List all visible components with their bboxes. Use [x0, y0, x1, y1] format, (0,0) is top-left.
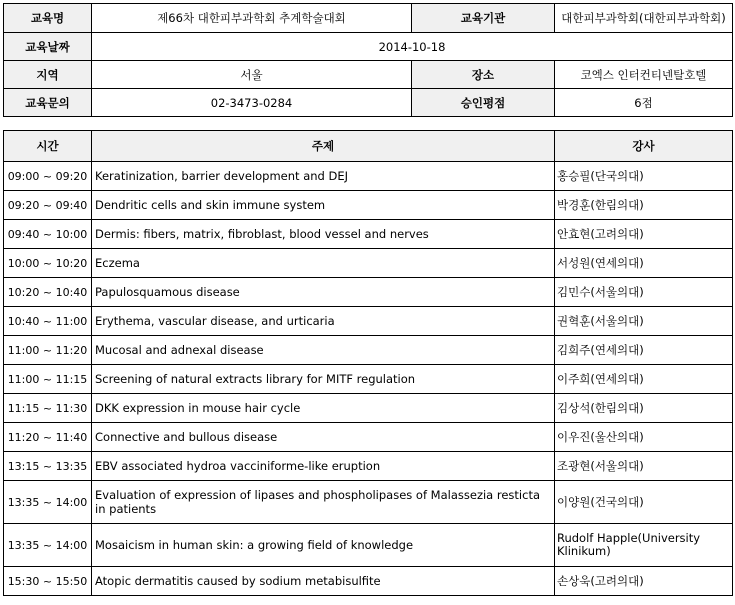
schedule-table — [3, 130, 733, 596]
course-name-label: 교육명 — [4, 4, 92, 33]
session-topic: Screening of natural extracts library for MITF regulation — [92, 365, 555, 394]
course-date-value: 2014-10-18 — [92, 33, 733, 61]
session-lecturer: 서성원(연세의대) — [555, 249, 733, 278]
session-topic: Keratinization, barrier development and DEJ — [92, 162, 555, 191]
info-row-date — [4, 33, 733, 61]
session-lecturer: 조광현(서울의대) — [555, 452, 733, 481]
contact-label: 교육문의 — [4, 89, 92, 117]
schedule-row — [4, 524, 733, 567]
session-lecturer: 이주희(연세의대) — [555, 365, 733, 394]
schedule-row — [4, 452, 733, 481]
contact-value: 02-3473-0284 — [92, 89, 412, 117]
info-row-name — [4, 4, 733, 33]
header-lecturer: 강사 — [555, 131, 733, 162]
schedule-row — [4, 365, 733, 394]
session-topic: Eczema — [92, 249, 555, 278]
schedule-row — [4, 336, 733, 365]
header-topic: 주제 — [92, 131, 555, 162]
session-time: 10:40 ~ 11:00 — [4, 307, 92, 336]
session-lecturer: 권혁훈(서울의대) — [555, 307, 733, 336]
session-time: 13:15 ~ 13:35 — [4, 452, 92, 481]
session-topic: Papulosquamous disease — [92, 278, 555, 307]
session-time: 15:30 ~ 15:50 — [4, 567, 92, 596]
info-row-contact — [4, 89, 733, 117]
session-lecturer: 손상욱(고려의대) — [555, 567, 733, 596]
session-time: 09:40 ~ 10:00 — [4, 220, 92, 249]
schedule-row — [4, 191, 733, 220]
place-label: 장소 — [412, 61, 555, 89]
schedule-row — [4, 220, 733, 249]
course-date-label: 교육날짜 — [4, 33, 92, 61]
session-topic: EBV associated hydroa vacciniforme-like eruption — [92, 452, 555, 481]
session-lecturer: 홍승필(단국의대) — [555, 162, 733, 191]
schedule-body — [4, 162, 733, 596]
course-org-value: 대한피부과학회(대한피부과학회) — [555, 4, 733, 33]
points-value: 6점 — [555, 89, 733, 117]
session-time: 11:00 ~ 11:20 — [4, 336, 92, 365]
session-time: 13:35 ~ 14:00 — [4, 524, 92, 567]
points-label: 승인평점 — [412, 89, 555, 117]
session-lecturer: 박경훈(한림의대) — [555, 191, 733, 220]
session-topic: Mucosal and adnexal disease — [92, 336, 555, 365]
session-time: 10:00 ~ 10:20 — [4, 249, 92, 278]
session-topic: Mosaicism in human skin: a growing field of knowledge — [92, 524, 555, 567]
session-time: 11:15 ~ 11:30 — [4, 394, 92, 423]
session-lecturer: 이양원(건국의대) — [555, 481, 733, 524]
region-label: 지역 — [4, 61, 92, 89]
session-time: 11:00 ~ 11:15 — [4, 365, 92, 394]
info-row-region — [4, 61, 733, 89]
session-time: 09:00 ~ 09:20 — [4, 162, 92, 191]
session-topic: Erythema, vascular disease, and urticaria — [92, 307, 555, 336]
schedule-row — [4, 423, 733, 452]
schedule-row — [4, 249, 733, 278]
session-time: 13:35 ~ 14:00 — [4, 481, 92, 524]
session-lecturer: 김상석(한림의대) — [555, 394, 733, 423]
session-lecturer: 김희주(연세의대) — [555, 336, 733, 365]
session-topic: DKK expression in mouse hair cycle — [92, 394, 555, 423]
course-name-value: 제66차 대한피부과학회 추계학술대회 — [92, 4, 412, 33]
session-topic: Connective and bullous disease — [92, 423, 555, 452]
course-org-label: 교육기관 — [412, 4, 555, 33]
session-topic: Evaluation of expression of lipases and phospholipases of Malassezia resticta in patients — [92, 481, 555, 524]
session-time: 10:20 ~ 10:40 — [4, 278, 92, 307]
session-time: 11:20 ~ 11:40 — [4, 423, 92, 452]
schedule-row — [4, 481, 733, 524]
header-time: 시간 — [4, 131, 92, 162]
session-lecturer: 안효현(고려의대) — [555, 220, 733, 249]
schedule-header-row — [4, 131, 733, 162]
schedule-row — [4, 278, 733, 307]
schedule-row — [4, 162, 733, 191]
schedule-row — [4, 307, 733, 336]
session-topic: Dendritic cells and skin immune system — [92, 191, 555, 220]
schedule-row — [4, 394, 733, 423]
course-info-table — [3, 3, 733, 117]
session-lecturer: 김민수(서울의대) — [555, 278, 733, 307]
session-lecturer: Rudolf Happle(University Klinikum) — [555, 524, 733, 567]
place-value: 코엑스 인터컨티넨탈호텔 — [555, 61, 733, 89]
session-lecturer: 이우진(울산의대) — [555, 423, 733, 452]
schedule-row — [4, 567, 733, 596]
region-value: 서울 — [92, 61, 412, 89]
session-time: 09:20 ~ 09:40 — [4, 191, 92, 220]
session-topic: Dermis: fibers, matrix, fibroblast, blood vessel and nerves — [92, 220, 555, 249]
session-topic: Atopic dermatitis caused by sodium metabisulfite — [92, 567, 555, 596]
